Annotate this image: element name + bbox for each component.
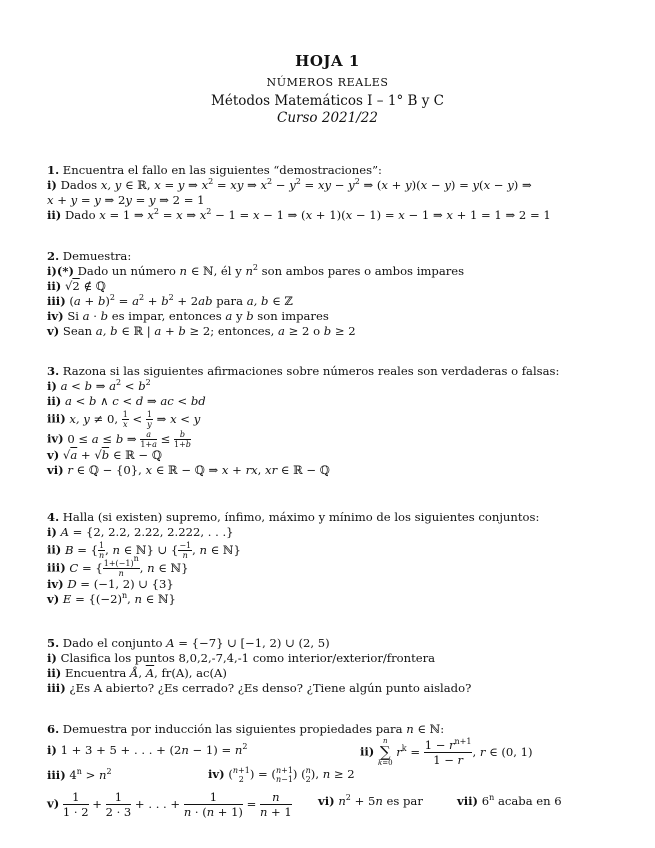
item-label: iv) [47,577,64,591]
exercise-6-item-iii [47,768,112,782]
exercise-4-number: 4. [47,510,60,524]
item-text: n ∑ k=0 $r^k$ = $\frac{1 - r^{n+1}}{1 - r}$ , r ∈ (0, 1) [377,737,533,767]
exercise-4-title: Halla (si existen) supremo, ínfimo, máximo y mínimo de los siguientes conjuntos: [62,510,540,524]
item-text: $E = \{(-2)^n$, n ∈ ℕ} [62,591,176,606]
exercise-1-number: 1. [47,163,60,177]
exercise-6-number: 6. [47,722,60,736]
item-label: i) [47,743,57,757]
item-label: ii) [47,279,62,293]
exercise-3-title: Razona si las siguientes afirmaciones sobre números reales son verdaderas o falsas: [62,364,560,378]
item-text: Si a · b es impar, entonces a y b son impares [67,309,329,323]
exercise-5-title: Dado el conjunto A = {−7} ∪ [−1, 2) ∪ (2, 5) [62,636,330,650]
item-label: v) [47,448,60,462]
exercise-3-item-v [47,448,162,462]
sheet-title: HOJA 1 [295,52,360,70]
item-text: 0 ≤ a ≤ b ⇒ $\frac{a}{1+a}$ ≤ $\frac{b}{1+b}$ [67,430,191,449]
exercise-4-item-iv [47,577,174,591]
item-label: v) [47,796,60,811]
item-label: v) [47,324,60,338]
item-label: iii) [47,294,66,308]
item-label: i) [47,178,57,192]
item-label: i) [47,379,57,393]
exercise-2-number: 2. [47,249,60,263]
item-text: A = {2, 2.2, 2.22, 2.222, . . .} [60,525,234,539]
item-label: iii) [47,681,66,695]
exercise-6-item-iv [208,766,355,784]
exercise-2-item-ii [47,279,106,293]
exercise-4-item-ii [47,541,241,560]
item-label: ii) [47,542,62,557]
item-text: 1 + 3 + 5 + . . . + $(2n - 1) = n^2$ [60,742,248,757]
item-text: ( n+1 2 ) = ( n+1 n−1 ) ( n 2 ), n ≥ 2 [228,766,355,784]
exercise-5-number: 5. [47,636,60,650]
exercise-3-item-ii [47,394,206,408]
item-label: i)(*) [47,264,74,278]
item-text: B = { $\frac{1}{n}$ , n ∈ ℕ} ∪ { $\frac{-1}{n}$ , n ∈ ℕ} [64,541,241,560]
item-text: Clasifica los puntos 8,0,2,-7,4,-1 como interior/exterior/frontera [60,651,436,665]
item-text: a < b ⇒ $a^2 < b^2$ [60,378,151,393]
exercise-2-title: Demuestra: [62,249,132,263]
item-text: Dado x = 1 ⇒ $x^2 = x$ ⇒ $x^2 - 1 = x - 1$ ⇒ (x + 1)(x − 1) = x − 1 ⇒ x + 1 = 1 ⇒ 2 = 1 [64,207,551,222]
exercise-6-item-vi [318,794,423,808]
course-year: Curso 2021/22 [277,110,378,126]
item-text: $\frac{1}{1 \cdot 2}$ + $\frac{1}{2 \cdot 3}$ + . . . + $\frac{1}{n \cdot (n + 1)}$ = $\frac{n}{n + 1}$ [62,790,292,819]
exercise-5-item-ii [47,666,227,680]
exercise-4-item-i [47,525,234,539]
exercise-4-heading [47,510,539,524]
item-text: ¿Es A abierto? ¿Es cerrado? ¿Es denso? ¿Tiene algún punto aislado? [69,681,472,695]
item-label: iii) [47,411,66,426]
exercise-1-item-ii [47,208,551,222]
item-label: ii) [47,208,62,222]
exercise-3-item-iii [47,410,200,429]
exercise-3-item-vi [47,463,330,477]
item-text: √a + √b ∈ ℝ − ℚ [62,448,162,462]
item-text: $n^2 + 5n$ es par [338,793,423,808]
exercise-6-item-vii [457,794,562,808]
item-text: a < b ∧ c < d ⇒ ac < bd [64,394,206,408]
item-label: i) [47,525,57,539]
exercise-5-item-i [47,651,435,665]
exercise-2-item-iv [47,309,329,323]
exercise-3-item-i [47,379,151,393]
item-label: iv) [208,767,225,781]
exercise-6-heading [47,722,444,736]
item-text: C = { $\frac{1+(-1)^n}{n}$ , n ∈ ℕ} [69,554,189,578]
item-text: $4^n > n^2$ [69,767,112,782]
exercise-5-heading [47,636,330,650]
item-text: D = (−1, 2) ∪ {3} [67,577,174,591]
item-label: iii) [47,560,66,575]
item-text: Dados x, y ∈ ℝ, x = y ⇒ $x^2$ = xy ⇒ $x^2 - y^2$ = xy − $y^2$ ⇒ (x + y)(x − y) = y(x − y) ⇒ [60,177,532,192]
item-label: vi) [318,794,335,808]
exercise-2-item-v [47,324,356,338]
item-text: Sean a, b ∈ ℝ | a + b ≥ 2; entonces, a ≥ 2 o b ≥ 2 [62,324,356,338]
sheet-subtitle: NÚMEROS REALES [266,76,389,89]
exercise-6-item-v [47,790,292,819]
item-label: iii) [47,768,66,782]
exercise-5-item-iii [47,681,471,695]
exercise-1-item-i [47,178,532,192]
item-label: vii) [457,794,479,808]
item-text: 6$^n$ acaba en 6 [481,793,562,808]
item-label: vi) [47,463,64,477]
exercise-1-heading [47,163,382,177]
item-text: x + y = y ⇒ 2y = y ⇒ 2 = 1 [47,193,205,207]
exercise-1-item-i-cont [47,193,204,207]
item-label: iv) [47,431,64,446]
exercise-3-heading [47,364,559,378]
item-label: ii) [360,744,375,759]
item-label: ii) [47,666,62,680]
exercise-6-item-ii [360,737,533,768]
exercise-3-number: 3. [47,364,60,378]
item-label: v) [47,592,60,606]
exercise-3-item-iv [47,430,191,449]
exercise-2-item-iii [47,294,293,308]
exercise-1-title: Encuentra el fallo en las siguientes “demostraciones”: [62,163,382,177]
item-text: Dado un número n ∈ ℕ, él y $n^2$ son ambos pares o ambos impares [77,263,465,278]
item-label: i) [47,651,57,665]
exercise-6-title: Demuestra por inducción las siguientes propiedades para n ∈ ℕ: [62,722,445,736]
item-text: $(a + b)^2 = a^2 + b^2 + 2ab$ para a, b ∈ ℤ [69,293,293,308]
exercise-6-item-i [47,743,247,757]
exercise-2-heading [47,249,131,263]
item-text: Encuentra Å, $\overline{A}$, fr(A), ac(A) [64,666,227,680]
exercise-4-item-iii [47,554,189,578]
course-name: Métodos Matemáticos I – 1° B y C [211,93,444,109]
exercise-2-item-i [47,264,464,278]
item-label: iv) [47,309,64,323]
item-text: x, y ≠ 0, $\frac{1}{x}$ < $\frac{1}{y}$ ⇒ x < y [69,410,201,429]
item-label: ii) [47,394,62,408]
item-text: r ∈ ℚ − {0}, x ∈ ℝ − ℚ ⇒ x + rx, xr ∈ ℝ − ℚ [67,463,330,477]
item-text: √2 ∉ ℚ [64,279,106,293]
exercise-4-item-v [47,592,176,606]
